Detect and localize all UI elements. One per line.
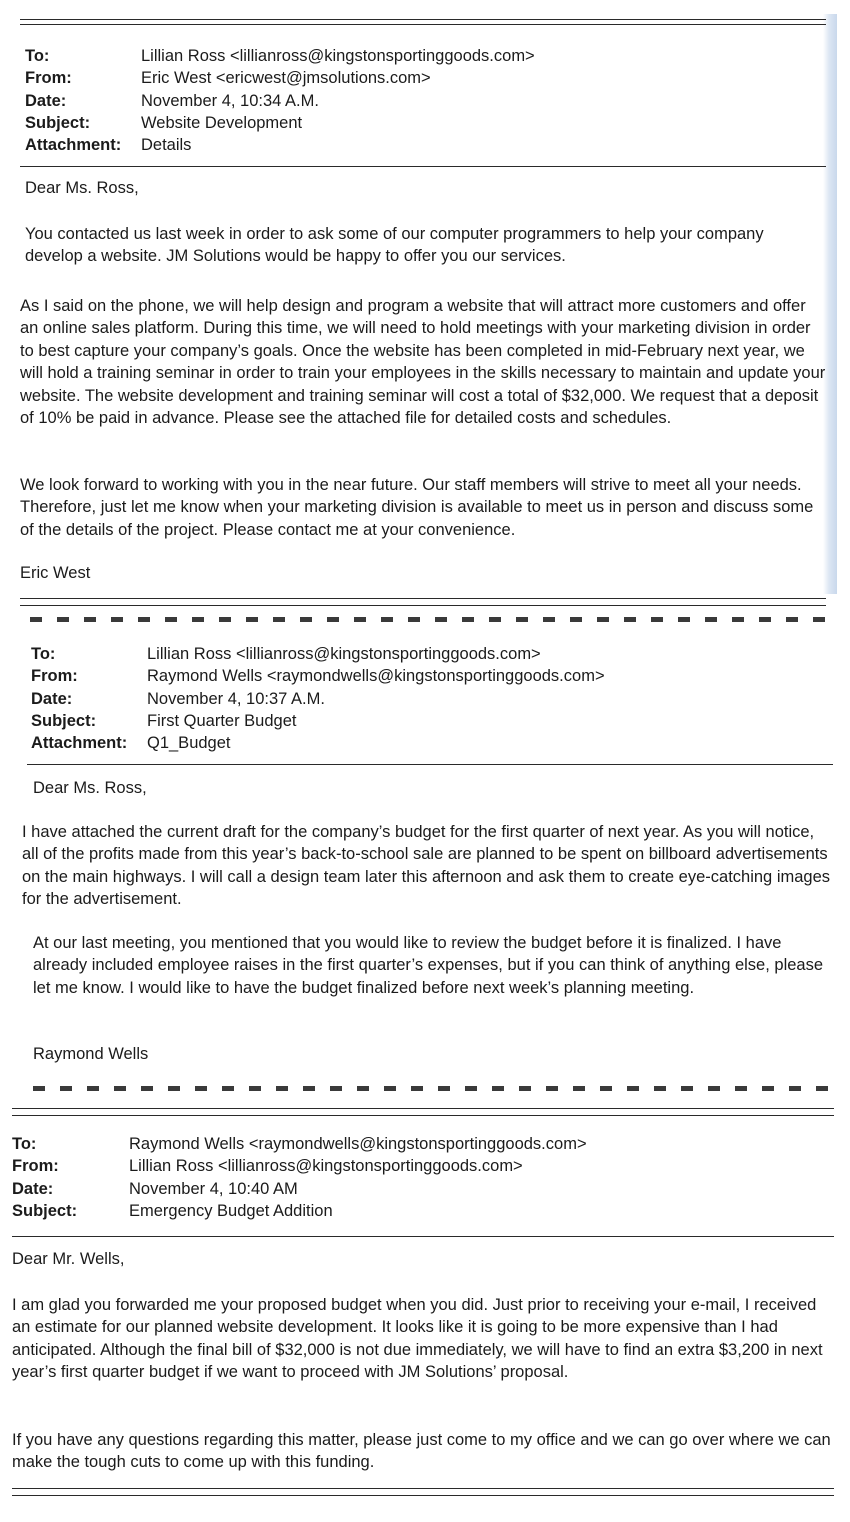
divider: [12, 1488, 834, 1489]
email-paragraph: We look forward to working with you in the near future. Our staff members will strive to meet all your needs. Therefore, just let me know when your marketing division is available to meet us in person and discuss some of the details of the project. Please contact me at your convenience.: [20, 476, 814, 539]
divider: [20, 605, 826, 606]
email-greeting: Dear Mr. Wells,: [12, 1250, 125, 1268]
email-header: [12, 1133, 587, 1222]
email-paragraph: At our last meeting, you mentioned that you would like to review the budget before it is finalized. I have already included employee raises in the first quarter’s expenses, but if you can think of anything else, please let me know. I would like to have the budget finalized before next week’s planning meeting.: [33, 934, 824, 997]
header-row-from: [25, 67, 535, 89]
email-header: [31, 643, 605, 754]
header-label: To:: [31, 645, 56, 663]
email-signature: Raymond Wells: [33, 1045, 149, 1063]
header-label: Date:: [12, 1179, 54, 1198]
divider: [20, 598, 826, 599]
email-separator: [33, 1086, 833, 1091]
email-greeting: Dear Ms. Ross,: [33, 779, 147, 797]
email-paragraph: If you have any questions regarding this matter, please just come to my office and we can go over where we can make the tough cuts to come up with this funding.: [12, 1431, 831, 1472]
header-value: Emergency Budget Addition: [129, 1201, 333, 1220]
header-label: Date:: [25, 91, 67, 110]
header-row-to: [31, 643, 605, 665]
header-value: Raymond Wells <raymondwells@kingstonsportinggoods.com>: [147, 667, 605, 686]
header-value: Website Development: [141, 113, 303, 132]
header-label: Attachment:: [25, 136, 122, 155]
divider: [27, 764, 833, 765]
header-value: Lillian Ross <lillianross@kingstonsportinggoods.com>: [147, 645, 541, 663]
header-row-date: [12, 1178, 587, 1200]
email-separator: [30, 617, 834, 622]
header-value: November 4, 10:34 A.M.: [141, 91, 319, 110]
header-label: Attachment:: [31, 734, 128, 753]
header-row-attachment: [25, 134, 535, 156]
header-value: First Quarter Budget: [147, 711, 297, 730]
header-value: Lillian Ross <lillianross@kingstonsportinggoods.com>: [129, 1157, 523, 1176]
header-row-subject: [25, 112, 535, 134]
divider: [20, 24, 826, 25]
header-row-subject: [12, 1200, 587, 1222]
email-paragraph: I am glad you forwarded me your proposed budget when you did. Just prior to receiving your e-mail, I received an estimate for our planned website development. It looks like it is going to be more expensive than I had anticipated. Although the final bill of $32,000 is not due immediately, we will have to find an extra $3,200 in next year’s first quarter budget if we want to proceed with JM Solutions’ proposal.: [12, 1296, 823, 1382]
email-header: [25, 45, 535, 156]
header-label: Subject:: [25, 113, 91, 132]
header-label: Date:: [31, 689, 73, 708]
header-value: Raymond Wells <raymondwells@kingstonsportinggoods.com>: [129, 1135, 587, 1153]
divider: [12, 1495, 834, 1496]
header-value: Eric West <ericwest@jmsolutions.com>: [141, 69, 431, 88]
header-row-from: [31, 665, 605, 687]
header-label: From:: [12, 1157, 59, 1176]
header-value: Details: [141, 136, 192, 155]
header-label: From:: [25, 69, 72, 88]
header-row-from: [12, 1155, 587, 1177]
header-value: Lillian Ross <lillianross@kingstonsportinggoods.com>: [141, 47, 535, 65]
email-greeting: Dear Ms. Ross,: [25, 179, 139, 197]
header-value: Q1_Budget: [147, 734, 231, 753]
divider: [12, 1115, 834, 1116]
header-label: Subject:: [12, 1201, 78, 1220]
divider: [20, 166, 826, 167]
divider: [12, 1108, 834, 1109]
email-paragraph: I have attached the current draft for the company’s budget for the first quarter of next year. As you will notice, all of the profits made from this year’s back-to-school sale are planned to be spent on billboard advertisements on the main highways. I will call a design team later this afternoon and ask them to create eye-catching images for the advertisement.: [22, 823, 831, 909]
header-label: To:: [25, 47, 50, 65]
header-value: November 4, 10:37 A.M.: [147, 689, 325, 708]
header-row-subject: [31, 710, 605, 732]
header-row-to: [25, 45, 535, 67]
header-row-attachment: [31, 732, 605, 754]
header-row-to: [12, 1133, 587, 1155]
header-row-date: [25, 90, 535, 112]
divider: [20, 19, 826, 20]
divider: [12, 1236, 834, 1237]
header-value: November 4, 10:40 AM: [129, 1179, 298, 1198]
header-label: From:: [31, 667, 78, 686]
header-label: Subject:: [31, 711, 97, 730]
email-paragraph: As I said on the phone, we will help design and program a website that will attract more customers and offer an online sales platform. During this time, we will need to hold meetings with your marketing division in order to best capture your company’s goals. Once the website has been completed in mid-February next year, we will hold a training seminar in order to train your employees in the skills necessary to maintain and update your website. The website development and training seminar will cost a total of $32,000. We request that a deposit of 10% be paid in advance. Please see the attached file for detailed costs and schedules.: [20, 297, 826, 428]
header-row-date: [31, 688, 605, 710]
email-signature: Eric West: [20, 564, 91, 582]
header-label: To:: [12, 1135, 37, 1153]
email-paragraph: You contacted us last week in order to ask some of our computer programmers to help your company develop a website. JM Solutions would be happy to offer you our services.: [25, 225, 764, 266]
